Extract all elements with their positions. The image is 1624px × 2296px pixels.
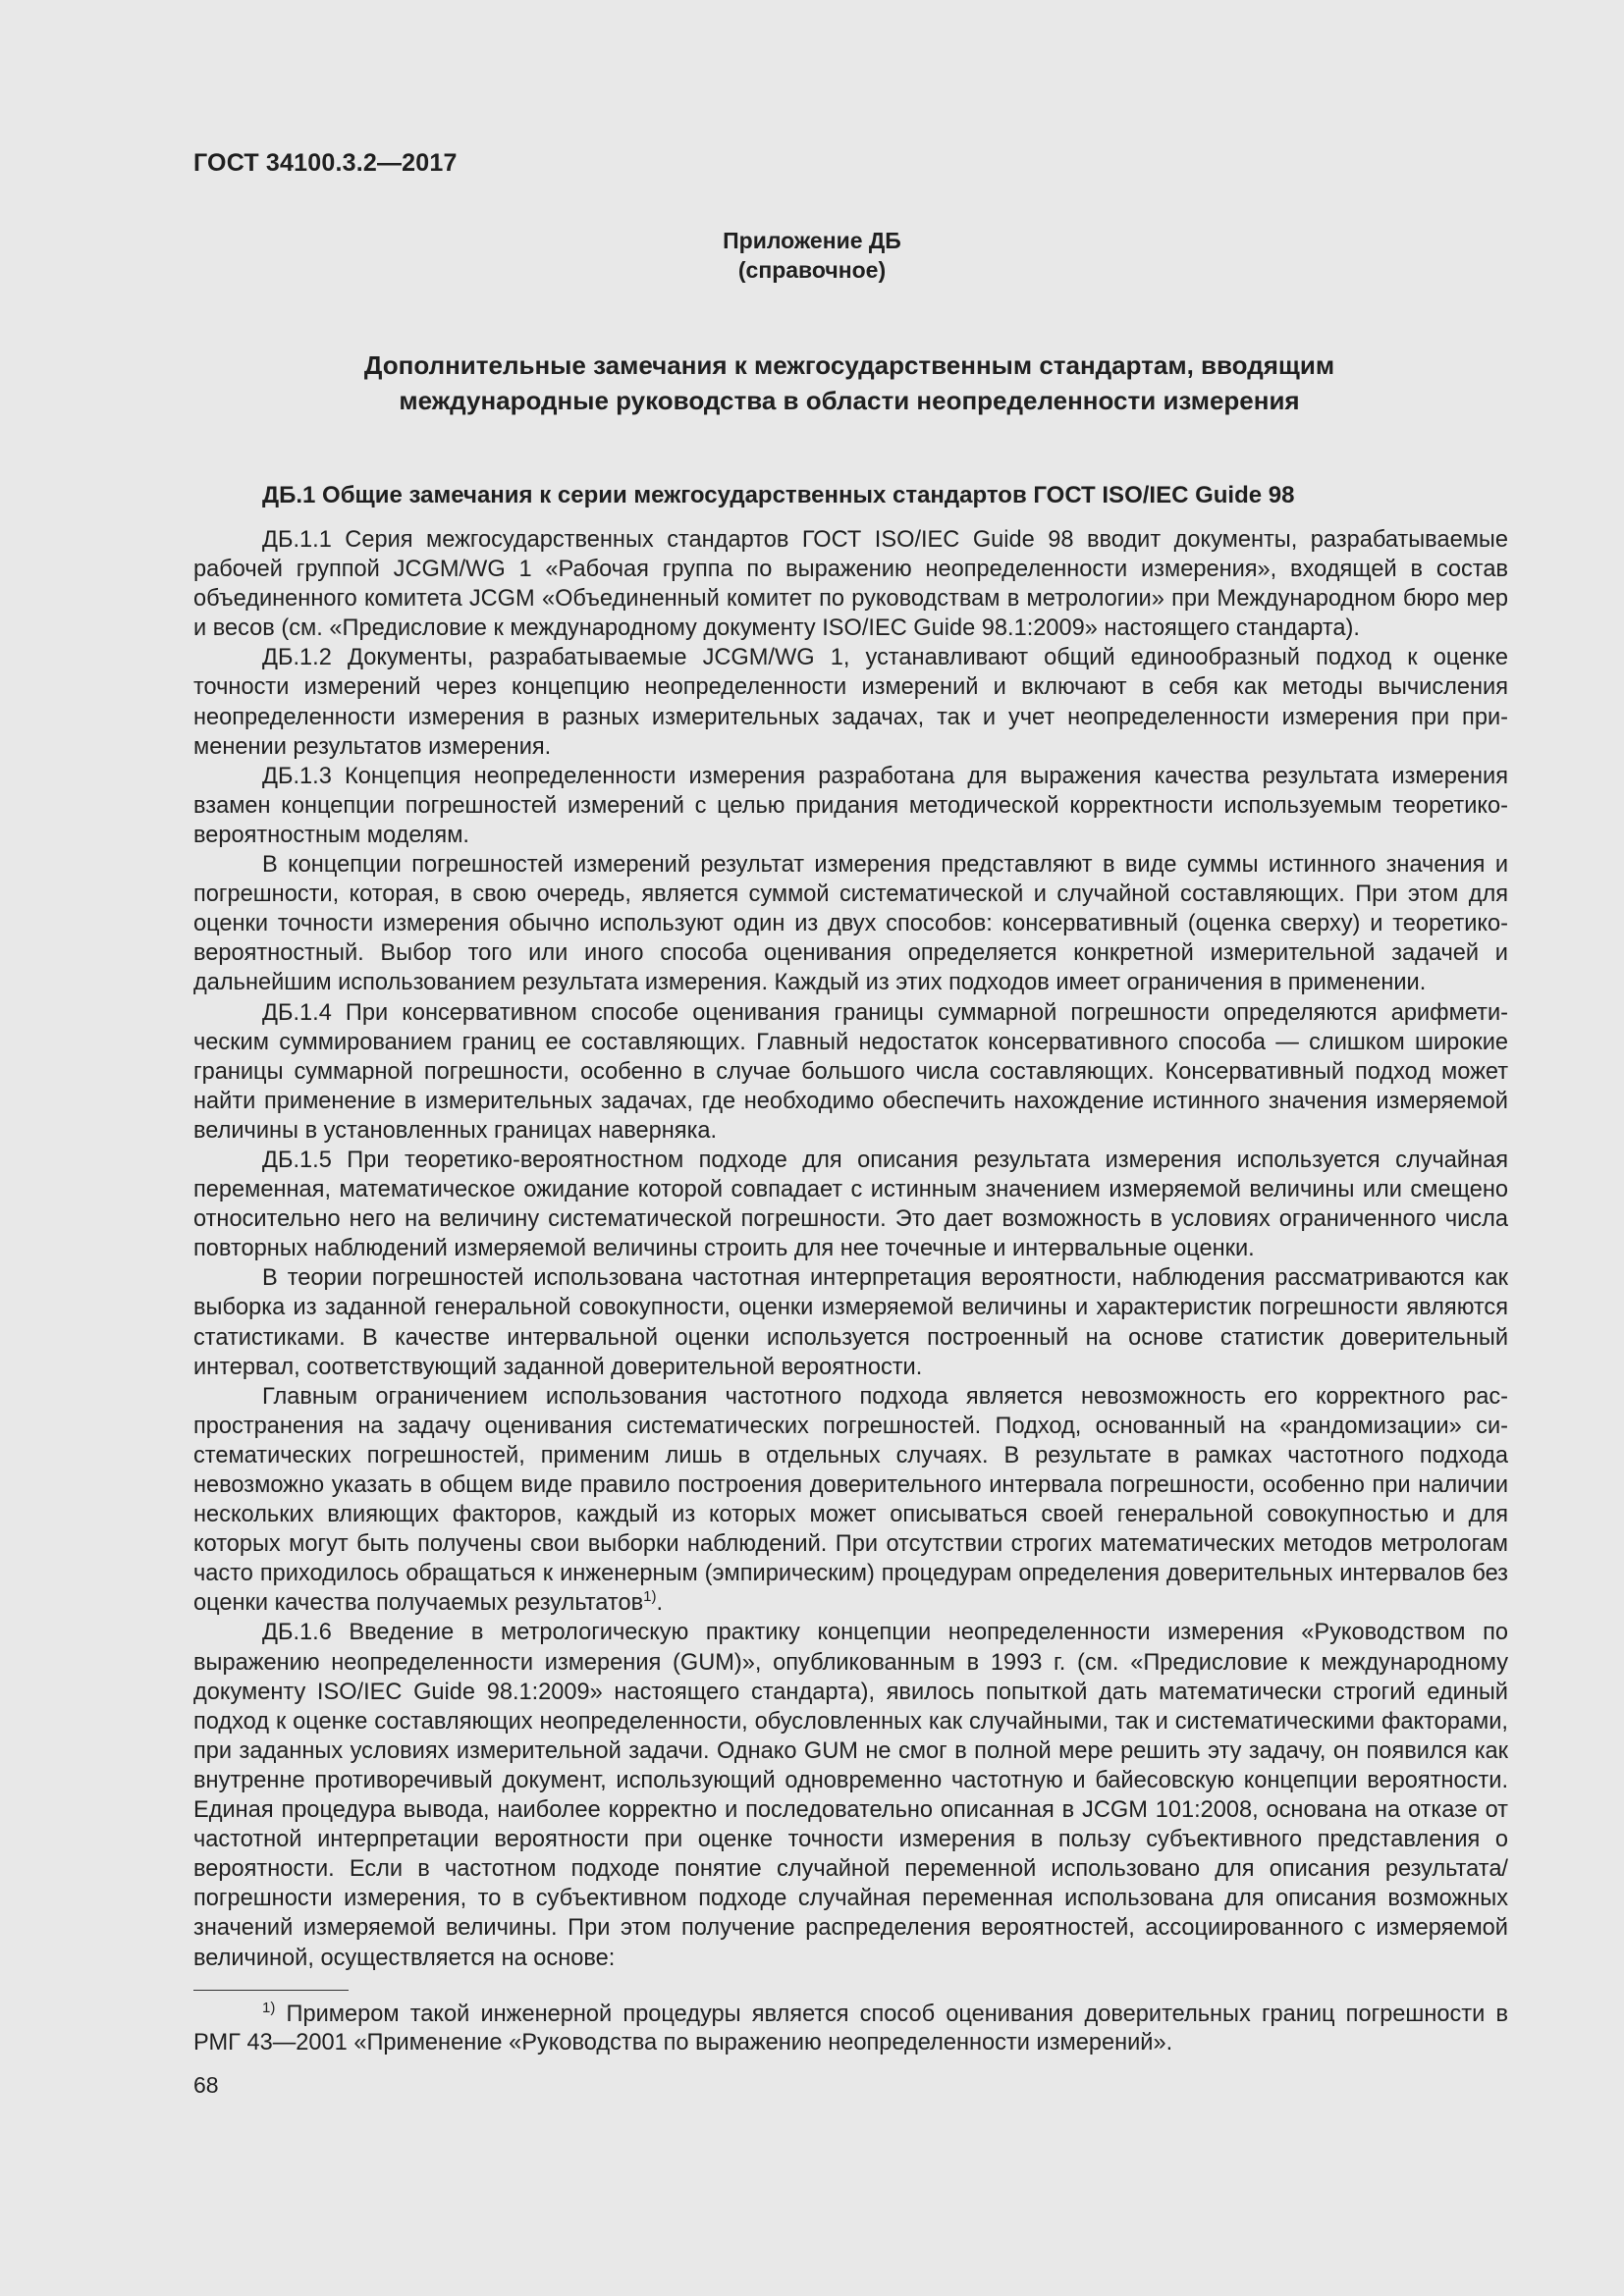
paragraph-db-1-5: ДБ.1.5 При теоретико-вероятностном подходе для описания результата измерения используется случайная переменная, математическое ожидание которой совпадает с истинным значением измеряемой величины или смещено относительно него на величину систематической погрешности. Это дает возможность в условиях ограниченного числа повторных наблюдений измеряемой величины строить для нее точечные и интервальные оценки.	[193, 1147, 1508, 1262]
paragraph-main-limitation-text: Главным ограничением использования частотного подхода является невозможность его корректного распространения на задачу оценивания систематических погрешностей. Подход, основанный на «рандомизации» систематических погрешностей, применим лишь в отдельных случаях. В результате в рамках частотного подхода невозможно указать в общем виде правило построения доверительного интервала погрешности, особенно при наличии нескольких влияющих факторов, каждый из которых может описываться своей генеральной совокупностью и для которых могут быть получены свои выборки наблюдений. При отсутствии строгих математических методов метрологам часто приходилось обращаться к инженерным (эмпирическим) процедурам определения доверительных интервалов без оценки качества получаемых результатов	[193, 1383, 1508, 1617]
paragraph-db-1-3: ДБ.1.3 Концепция неопределенности измерения разработана для выражения качества результата измерения взамен концепции погрешностей измерений с целью придания методической корректности используемым теоретико-вероятностным моделям.	[193, 763, 1508, 848]
body-text	[193, 525, 1508, 1973]
paragraph-main-limitation	[193, 1382, 1508, 1619]
footnote-reference[interactable]: 1)	[643, 1588, 657, 1606]
appendix-title: Приложение ДБ	[723, 228, 901, 253]
paragraph-db-1-6: ДБ.1.6 Введение в метрологическую практику концепции неопределенности измерения «Руководством по выражению неопределенности измерения (GUM)», опубликованным в 1993 г. (см. «Предисловие к международному документу ISO/IEC Guide 98.1:2009» настоящего стандарта), явилось попыткой дать математически строгий единый подход к оценке составляющих неопределенности, обусловленных как случайными, так и систематическими факторами, при заданных условиях измерительной задачи. Однако GUM не смог в полной мере решить эту задачу, он появился как внутренне противоречивый документ, использующий одновременно частотную и байесовскую концепции вероятности. Единая процедура вывода, наиболее корректно и последовательно описанная в JCGM 101:2008, основана на отказе от частотной интерпретации вероятности при оценке точности измерения в пользу субъективного представления о вероятности. Если в частотном подходе понятие случайной переменной использовано для описания результата/погрешности измерения, то в субъективном подходе случайная переменная использована для описания возможных значений измеряемой величины. При этом получение распределения вероятностей, ассоциированного с измеряемой величиной, осуществляется на основе:	[193, 1620, 1508, 1971]
paragraph-error-concept: В концепции погрешностей измерений результат измерения представляют в виде суммы истинного значения и погрешности, которая, в свою очередь, является суммой систематической и случайной составляющих. При этом для оценки точности измерения обычно используют один из двух способов: консервативный (оценка сверху) и теоретико-вероятностный. Выбор того или иного способа оценивания определяется конкретной измерительной задачей и дальнейшим использованием результата измерения. Каждый из этих подходов имеет ограничения в применении.	[193, 852, 1508, 996]
appendix-block	[0, 226, 1624, 285]
paragraph-db-1-4: ДБ.1.4 При консервативном способе оценивания границы суммарной погрешности определяются арифметическим суммированием границ ее составляющих. Главный недостаток консервативного способа — слишком широкие границы суммарной погрешности, особенно в случае большого числа составляющих. Консервативный подход может найти применение в измерительных задачах, где необходимо обеспечить нахождение истинного значения измеряемой величины в установленных границах наверняка.	[193, 999, 1508, 1144]
paragraph-db-1-2: ДБ.1.2 Документы, разрабатываемые JCGM/WG 1, устанавливают общий единообразный подход к оценке точности измерений через концепцию неопределенности измерений и включают в себя как методы вычисления неопределенности измерения в разных измерительных задачах, так и учет неопределенности измерения при применении результатов измерения.	[193, 645, 1508, 760]
main-title-line-1: Дополнительные замечания к межгосударственным стандартам, вводящим	[363, 350, 1335, 380]
section-heading: ДБ.1 Общие замечания к серии межгосударственных стандартов ГОСТ ISO/IEC Guide 98	[262, 482, 1295, 508]
page-number: 68	[193, 2072, 219, 2098]
appendix-subtitle: (справочное)	[737, 257, 887, 283]
footnote-paragraph	[193, 2001, 1508, 2057]
main-title-line-2: международные руководства в области неопределенности измерения	[399, 386, 1300, 415]
footnote-text: Примером такой инженерной процедуры является способ оценивания доверительных границ погрешности в РМГ 43—2001 «Применение «Руководства по выражению неопределенности измерений».	[193, 2002, 1508, 2056]
footnote-divider	[193, 1990, 349, 1991]
paragraph-main-limitation-tail: .	[656, 1590, 664, 1617]
document-id: ГОСТ 34100.3.2—2017	[193, 149, 458, 177]
footnote-marker: 1)	[262, 2000, 276, 2017]
main-title	[255, 347, 1443, 418]
paragraph-frequency-interpretation: В теории погрешностей использована частотная интерпретация вероятности, наблюдения рассматриваются как выборка из заданной генеральной совокупности, оценки измеряемой величины и характеристик погрешности являются статистиками. В качестве интервальной оценки используется построенный на основе статистик доверительный интервал, соответствующий заданной доверительной вероятности.	[193, 1265, 1508, 1380]
paragraph-db-1-1: ДБ.1.1 Серия межгосударственных стандартов ГОСТ ISO/IEC Guide 98 вводит документы, разрабатываемые рабочей группой JCGM/WG 1 «Рабочая группа по выражению неопределенности измерения», входящей в состав объединенного комитета JCGM «Объединенный комитет по руководствам в метрологии» при Международном бюро мер и весов (см. «Предисловие к международному документу ISO/IEC Guide 98.1:2009» настоящего стандарта).	[193, 527, 1508, 642]
footnote	[193, 2001, 1508, 2057]
